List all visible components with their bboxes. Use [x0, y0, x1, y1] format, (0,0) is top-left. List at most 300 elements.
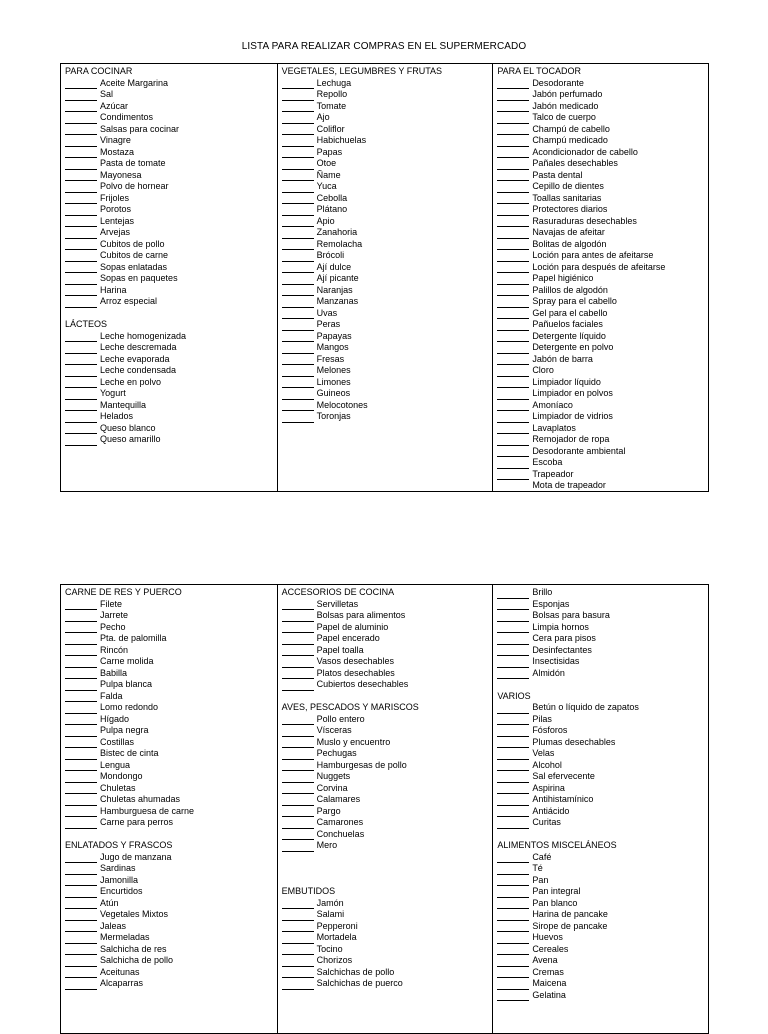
- list-item: [497, 342, 708, 354]
- blank-line: [497, 321, 529, 331]
- section-accesorios-de-cocina: [282, 587, 493, 691]
- section-title: LÁCTEOS: [65, 319, 108, 329]
- list-item: [282, 829, 493, 841]
- list-item: [282, 124, 493, 136]
- blank-line: [282, 252, 314, 262]
- item-label: Spray para el cabello: [532, 296, 617, 306]
- blank-line: [65, 424, 97, 434]
- list-item: [497, 714, 708, 726]
- item-label: Pan blanco: [532, 897, 578, 908]
- blank-line: [282, 715, 314, 725]
- list-item: [497, 967, 708, 979]
- item-label: Calamares: [316, 794, 361, 804]
- section-title: ACCESORIOS DE COCINA: [281, 587, 395, 597]
- blank-line: [497, 980, 529, 990]
- list-item: [65, 955, 277, 967]
- list-item: [497, 610, 708, 622]
- blank-line: [497, 600, 529, 610]
- list-item: [65, 147, 277, 159]
- item-label: Sirope de pancake: [532, 920, 608, 931]
- blank-line: [497, 424, 529, 434]
- item-label: Salsas para cocinar: [100, 123, 180, 134]
- blank-line: [497, 704, 529, 714]
- blank-line: [282, 309, 314, 319]
- item-label: Mortadela: [316, 932, 357, 942]
- item-label: Trapeador: [532, 468, 574, 479]
- blank-line: [65, 600, 97, 610]
- item-label: Remojador de ropa: [532, 434, 610, 444]
- list-item: [282, 101, 493, 113]
- blank-line: [65, 378, 97, 388]
- blank-line: [65, 761, 97, 771]
- blank-line: [282, 102, 314, 112]
- list-item: [65, 331, 277, 343]
- item-label: Antiácido: [532, 805, 570, 816]
- list-item: [497, 296, 708, 308]
- item-label: Yogurt: [100, 388, 126, 398]
- section-aves-pescados-y-mariscos: [282, 702, 493, 852]
- list-column: [277, 64, 493, 491]
- item-label: Aspirina: [532, 782, 565, 793]
- blank-line: [497, 968, 529, 978]
- blank-line: [282, 968, 314, 978]
- blank-line: [282, 413, 314, 423]
- blank-line: [282, 125, 314, 135]
- item-label: Rincón: [100, 644, 129, 655]
- blank-line: [65, 704, 97, 714]
- blank-line: [65, 692, 97, 702]
- blank-line: [282, 194, 314, 204]
- blank-line: [65, 160, 97, 170]
- list-item: [65, 158, 277, 170]
- list-item: [497, 725, 708, 737]
- list-item: [282, 239, 493, 251]
- item-label: Mero: [316, 840, 338, 850]
- list-item: [65, 181, 277, 193]
- blank-line: [282, 658, 314, 668]
- list-item: [497, 434, 708, 446]
- shopping-table-2: [60, 584, 709, 1034]
- blank-line: [282, 922, 314, 932]
- blank-line: [65, 807, 97, 817]
- blank-line: [282, 646, 314, 656]
- item-label: Limones: [316, 376, 351, 387]
- item-label: Fresas: [316, 353, 345, 364]
- list-item: [65, 645, 277, 657]
- blank-line: [497, 658, 529, 668]
- blank-line: [282, 761, 314, 771]
- list-item: [497, 158, 708, 170]
- item-label: Ají dulce: [316, 261, 352, 272]
- list-item: [65, 250, 277, 262]
- item-label: Pan integral: [532, 886, 581, 896]
- item-label: Insectisidas: [532, 656, 580, 666]
- list-item: [282, 760, 493, 772]
- item-list: [497, 702, 708, 829]
- blank-line: [497, 344, 529, 354]
- list-item: [497, 388, 708, 400]
- section-title: ENLATADOS Y FRASCOS: [65, 840, 173, 850]
- blank-line: [497, 807, 529, 817]
- list-item: [65, 411, 277, 423]
- item-label: Servilletas: [316, 598, 359, 609]
- item-label: Papel toalla: [316, 644, 364, 655]
- list-item: [497, 921, 708, 933]
- item-label: Condimentos: [100, 112, 154, 122]
- list-item: [65, 296, 277, 308]
- item-label: Jamón: [316, 897, 344, 908]
- item-label: Salchicha de pollo: [100, 955, 174, 965]
- item-label: Atún: [100, 897, 119, 908]
- item-label: Ají picante: [316, 273, 359, 283]
- list-item: [497, 990, 708, 1002]
- blank-line: [65, 275, 97, 285]
- blank-line: [497, 298, 529, 308]
- blank-line: [65, 635, 97, 645]
- blank-line: [282, 137, 314, 147]
- item-label: Limpiador líquido: [532, 376, 601, 387]
- item-label: Papel de aluminio: [316, 621, 389, 632]
- list-item: [282, 955, 493, 967]
- list-column: [61, 585, 277, 1033]
- blank-line: [497, 413, 529, 423]
- blank-line: [497, 447, 529, 457]
- item-label: Hamburgesas de pollo: [316, 759, 407, 770]
- item-label: Costillas: [100, 736, 135, 747]
- blank-line: [497, 738, 529, 748]
- list-item: [497, 250, 708, 262]
- list-item: [282, 967, 493, 979]
- list-item: [497, 748, 708, 760]
- list-item: [282, 656, 493, 668]
- blank-line: [282, 635, 314, 645]
- item-label: Pepperoni: [316, 920, 358, 931]
- list-item: [497, 446, 708, 458]
- item-label: Jaleas: [100, 920, 127, 931]
- page-title: LISTA PARA REALIZAR COMPRAS EN EL SUPERMERCADO: [241, 41, 527, 52]
- list-item: [282, 331, 493, 343]
- item-list: [497, 587, 708, 679]
- list-column: [492, 64, 708, 491]
- item-label: Palillos de algodón: [532, 284, 608, 295]
- blank-line: [282, 980, 314, 990]
- item-label: Azúcar: [100, 100, 129, 111]
- item-label: Huevos: [532, 932, 563, 942]
- list-item: [65, 852, 277, 864]
- item-label: Cubitos de carne: [100, 250, 169, 260]
- blank-line: [282, 206, 314, 216]
- list-item: [282, 377, 493, 389]
- blank-line: [282, 401, 314, 411]
- blank-line: [282, 183, 314, 193]
- list-item: [282, 285, 493, 297]
- list-item: [65, 909, 277, 921]
- item-list: [282, 898, 493, 990]
- item-label: Limpiador de vidrios: [532, 411, 613, 421]
- item-label: Detergente en polvo: [532, 342, 614, 352]
- blank-line: [65, 401, 97, 411]
- list-item: [497, 978, 708, 990]
- list-column: [61, 64, 277, 491]
- blank-line: [497, 390, 529, 400]
- item-label: Hígado: [100, 713, 130, 724]
- list-item: [65, 737, 277, 749]
- list-item: [497, 331, 708, 343]
- list-item: [65, 354, 277, 366]
- list-item: [282, 771, 493, 783]
- section-vegetales-legumbres-y-frutas: [282, 66, 493, 423]
- blank-line: [282, 321, 314, 331]
- item-label: Carne para perros: [100, 817, 174, 827]
- item-label: Zanahoria: [316, 227, 358, 237]
- list-item: [282, 400, 493, 412]
- blank-line: [65, 79, 97, 89]
- item-label: Desodorante: [532, 77, 584, 88]
- blank-line: [282, 217, 314, 227]
- list-item: [497, 794, 708, 806]
- blank-line: [65, 957, 97, 967]
- list-item: [282, 204, 493, 216]
- blank-line: [497, 715, 529, 725]
- list-item: [282, 147, 493, 159]
- item-label: Brócoli: [316, 250, 345, 260]
- blank-line: [497, 332, 529, 342]
- list-item: [497, 193, 708, 205]
- blank-line: [65, 945, 97, 955]
- item-label: Vasos desechables: [316, 656, 395, 666]
- item-label: Apio: [316, 215, 335, 226]
- item-label: Chuletas ahumadas: [100, 794, 181, 804]
- list-item: [497, 944, 708, 956]
- list-item: [497, 101, 708, 113]
- item-label: Jugo de manzana: [100, 851, 172, 862]
- list-item: [282, 748, 493, 760]
- blank-line: [497, 911, 529, 921]
- item-label: Chuletas: [100, 782, 136, 793]
- list-item: [65, 691, 277, 703]
- blank-line: [497, 589, 529, 599]
- item-label: Mantequilla: [100, 399, 147, 410]
- blank-line: [497, 784, 529, 794]
- list-item: [282, 112, 493, 124]
- item-label: Gel para el cabello: [532, 307, 608, 318]
- blank-line: [282, 807, 314, 817]
- shopping-table-1: [60, 63, 709, 492]
- item-label: Avena: [532, 955, 558, 965]
- item-label: Gelatina: [532, 989, 566, 1000]
- blank-line: [497, 957, 529, 967]
- item-label: Pta. de palomilla: [100, 633, 167, 643]
- blank-line: [497, 79, 529, 89]
- blank-line: [65, 206, 97, 216]
- list-item: [65, 783, 277, 795]
- blank-line: [65, 171, 97, 181]
- blank-line: [65, 298, 97, 308]
- item-label: Curitas: [532, 817, 561, 827]
- blank-line: [497, 367, 529, 377]
- blank-line: [65, 332, 97, 342]
- blank-line: [497, 436, 529, 446]
- list-item: [497, 645, 708, 657]
- item-label: Cebolla: [316, 192, 348, 203]
- blank-line: [282, 784, 314, 794]
- item-label: Peras: [316, 319, 341, 329]
- blank-line: [497, 470, 529, 480]
- item-label: Bolsas para alimentos: [316, 610, 406, 620]
- blank-line: [65, 263, 97, 273]
- item-label: Acondicionador de cabello: [532, 146, 638, 157]
- list-item: [497, 354, 708, 366]
- list-item: [65, 725, 277, 737]
- blank-line: [497, 263, 529, 273]
- list-item: [497, 411, 708, 423]
- list-item: [497, 457, 708, 469]
- item-label: Melones: [316, 365, 351, 375]
- item-label: Cera para pisos: [532, 633, 596, 643]
- item-label: Camarones: [316, 817, 364, 827]
- item-label: Escoba: [532, 457, 563, 467]
- item-label: Muslo y encuentro: [316, 736, 391, 747]
- item-list: [497, 852, 708, 1002]
- list-item: [282, 342, 493, 354]
- item-label: Jarrete: [100, 610, 129, 620]
- blank-line: [497, 148, 529, 158]
- blank-line: [65, 865, 97, 875]
- list-item: [497, 308, 708, 320]
- section-untitled: [497, 587, 708, 679]
- item-label: Sal: [100, 89, 114, 99]
- blank-line: [65, 390, 97, 400]
- item-list: [282, 714, 493, 852]
- list-item: [65, 622, 277, 634]
- blank-line: [282, 367, 314, 377]
- section-embutidos: [282, 886, 493, 990]
- list-item: [497, 656, 708, 668]
- blank-line: [282, 355, 314, 365]
- blank-line: [497, 922, 529, 932]
- item-label: Habichuelas: [316, 135, 367, 145]
- blank-line: [282, 79, 314, 89]
- blank-line: [282, 275, 314, 285]
- list-item: [497, 423, 708, 435]
- blank-line: [497, 229, 529, 239]
- item-label: Conchuelas: [316, 828, 365, 839]
- section-varios: [497, 691, 708, 829]
- item-label: Amoníaco: [532, 399, 573, 410]
- list-item: [65, 342, 277, 354]
- list-item: [497, 806, 708, 818]
- item-label: Jabón medicado: [532, 100, 599, 111]
- list-item: [282, 193, 493, 205]
- blank-line: [65, 612, 97, 622]
- blank-line: [65, 681, 97, 691]
- blank-line: [497, 217, 529, 227]
- item-label: Cubiertos desechables: [316, 679, 409, 689]
- item-label: Arroz especial: [100, 296, 158, 306]
- blank-line: [65, 796, 97, 806]
- list-item: [282, 679, 493, 691]
- list-item: [282, 978, 493, 990]
- list-item: [282, 817, 493, 829]
- item-label: Tocino: [316, 943, 343, 954]
- item-label: Jabón de barra: [532, 353, 593, 364]
- list-item: [497, 285, 708, 297]
- list-item: [497, 365, 708, 377]
- item-label: Cloro: [532, 365, 554, 375]
- list-item: [65, 656, 277, 668]
- item-label: Bolitas de algodón: [532, 238, 607, 249]
- list-item: [282, 227, 493, 239]
- item-label: Lechuga: [316, 77, 352, 88]
- blank-line: [65, 899, 97, 909]
- blank-line: [497, 876, 529, 886]
- section-title: EMBUTIDOS: [281, 886, 336, 896]
- item-label: Lavaplatos: [532, 422, 576, 433]
- item-label: Salchicha de res: [100, 943, 167, 954]
- item-label: Papel encerado: [316, 633, 380, 643]
- item-label: Pecho: [100, 621, 126, 632]
- list-item: [497, 932, 708, 944]
- blank-line: [65, 853, 97, 863]
- blank-line: [282, 286, 314, 296]
- list-item: [282, 216, 493, 228]
- section-title: CARNE DE RES Y PUERCO: [65, 587, 182, 597]
- list-item: [497, 886, 708, 898]
- list-item: [65, 423, 277, 435]
- list-item: [497, 469, 708, 481]
- blank-line: [497, 378, 529, 388]
- item-label: Pargo: [316, 805, 341, 816]
- item-label: Falda: [100, 690, 123, 701]
- list-item: [282, 783, 493, 795]
- list-item: [497, 760, 708, 772]
- item-label: Platos desechables: [316, 667, 395, 678]
- item-label: Alcaparras: [100, 978, 144, 988]
- list-item: [497, 622, 708, 634]
- item-label: Leche homogenizada: [100, 330, 187, 341]
- item-label: Nuggets: [316, 771, 351, 781]
- blank-line: [282, 738, 314, 748]
- item-label: Limpiador en polvos: [532, 388, 613, 398]
- list-item: [497, 852, 708, 864]
- list-item: [282, 250, 493, 262]
- item-label: Cremas: [532, 966, 564, 977]
- blank-line: [65, 658, 97, 668]
- item-label: Vegetales Mixtos: [100, 909, 169, 919]
- item-label: Carne molida: [100, 656, 154, 666]
- blank-line: [282, 344, 314, 354]
- blank-line: [65, 344, 97, 354]
- section-lacteos: [65, 319, 277, 446]
- blank-line: [282, 332, 314, 342]
- item-label: Alcohol: [532, 759, 562, 770]
- item-label: Loción para después de afeitarse: [532, 261, 666, 272]
- blank-line: [65, 436, 97, 446]
- list-item: [65, 89, 277, 101]
- blank-line: [497, 853, 529, 863]
- item-label: Mangos: [316, 342, 349, 352]
- blank-line: [497, 137, 529, 147]
- item-label: Brillo: [532, 587, 553, 597]
- list-item: [497, 771, 708, 783]
- blank-line: [282, 957, 314, 967]
- item-list: [65, 852, 277, 990]
- item-label: Pulpa negra: [100, 725, 149, 735]
- item-label: Pechugas: [316, 748, 357, 758]
- item-label: Pilas: [532, 713, 552, 724]
- section-title: ALIMENTOS MISCELÁNEOS: [497, 840, 617, 850]
- section-title: VEGETALES, LEGUMBRES Y FRUTAS: [281, 66, 443, 76]
